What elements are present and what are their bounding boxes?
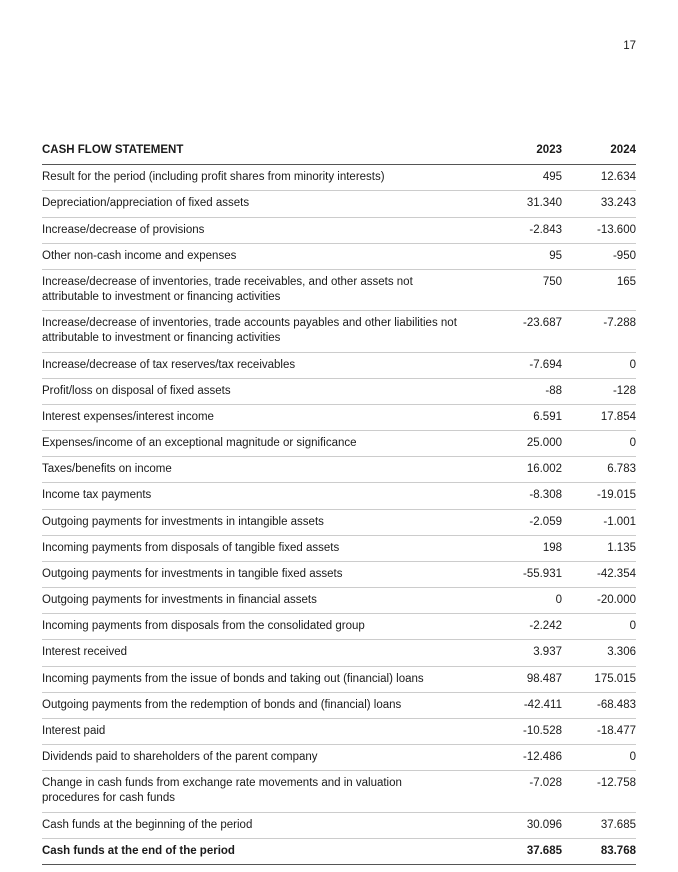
row-value-2023: 6.591	[472, 404, 562, 430]
table-row	[42, 269, 636, 310]
row-value-2023: -2.843	[472, 217, 562, 243]
table-row	[42, 165, 636, 191]
row-value-2023: -2.059	[472, 509, 562, 535]
row-label: Incoming payments from the issue of bonds and taking out (financial) loans	[42, 666, 472, 692]
table-row	[42, 378, 636, 404]
table-row	[42, 771, 636, 812]
row-value-2023: -7.694	[472, 352, 562, 378]
row-value-2024: -18.477	[562, 718, 636, 744]
row-value-2024: -1.001	[562, 509, 636, 535]
row-value-2024: -12.758	[562, 771, 636, 812]
row-label: Expenses/income of an exceptional magnitude or significance	[42, 431, 472, 457]
table-header-year-2024: 2024	[562, 138, 636, 165]
row-value-2023: 37.685	[472, 838, 562, 864]
row-value-2024: 0	[562, 745, 636, 771]
table-row	[42, 217, 636, 243]
row-value-2024: 6.783	[562, 457, 636, 483]
table-row	[42, 666, 636, 692]
row-value-2023: 198	[472, 535, 562, 561]
row-value-2023: 95	[472, 243, 562, 269]
row-label: Cash funds at the beginning of the period	[42, 812, 472, 838]
row-value-2023: 3.937	[472, 640, 562, 666]
row-label: Dividends paid to shareholders of the parent company	[42, 745, 472, 771]
page-number: 17	[623, 40, 636, 52]
table-row	[42, 838, 636, 864]
row-value-2024: 0	[562, 431, 636, 457]
row-value-2024: -128	[562, 378, 636, 404]
table-header-year-2023: 2023	[472, 138, 562, 165]
row-value-2024: 12.634	[562, 165, 636, 191]
row-value-2024: 165	[562, 269, 636, 310]
row-label: Income tax payments	[42, 483, 472, 509]
table-row	[42, 561, 636, 587]
row-value-2023: -42.411	[472, 692, 562, 718]
row-value-2024: -19.015	[562, 483, 636, 509]
row-value-2024: -7.288	[562, 311, 636, 352]
row-label: Interest paid	[42, 718, 472, 744]
row-value-2024: 83.768	[562, 838, 636, 864]
row-label: Change in cash funds from exchange rate movements and in valuation procedures for cash funds	[42, 771, 472, 812]
row-label: Increase/decrease of tax reserves/tax receivables	[42, 352, 472, 378]
row-value-2023: 16.002	[472, 457, 562, 483]
table-row	[42, 718, 636, 744]
row-value-2023: 31.340	[472, 191, 562, 217]
row-value-2024: 0	[562, 352, 636, 378]
row-value-2023: -10.528	[472, 718, 562, 744]
row-value-2023: 495	[472, 165, 562, 191]
row-value-2024: 175.015	[562, 666, 636, 692]
table-row	[42, 404, 636, 430]
row-value-2023: -2.242	[472, 614, 562, 640]
table-header-title: CASH FLOW STATEMENT	[42, 138, 472, 165]
table-row	[42, 483, 636, 509]
table-row	[42, 614, 636, 640]
cash-flow-statement-section	[42, 138, 636, 865]
table-row	[42, 745, 636, 771]
row-value-2023: -55.931	[472, 561, 562, 587]
row-value-2023: 750	[472, 269, 562, 310]
row-label: Outgoing payments for investments in financial assets	[42, 588, 472, 614]
row-label: Increase/decrease of inventories, trade receivables, and other assets not attributable to investment or financing activities	[42, 269, 472, 310]
table-row	[42, 191, 636, 217]
row-value-2024: -68.483	[562, 692, 636, 718]
row-value-2023: -88	[472, 378, 562, 404]
table-row	[42, 431, 636, 457]
row-value-2023: 30.096	[472, 812, 562, 838]
table-row	[42, 588, 636, 614]
cash-flow-table	[42, 138, 636, 865]
row-value-2024: 0	[562, 614, 636, 640]
row-value-2023: -8.308	[472, 483, 562, 509]
row-value-2024: 37.685	[562, 812, 636, 838]
row-label: Profit/loss on disposal of fixed assets	[42, 378, 472, 404]
table-row	[42, 640, 636, 666]
table-row	[42, 509, 636, 535]
row-label: Cash funds at the end of the period	[42, 838, 472, 864]
row-label: Other non-cash income and expenses	[42, 243, 472, 269]
row-label: Increase/decrease of inventories, trade accounts payables and other liabilities not attributable to investment or financing activities	[42, 311, 472, 352]
table-row	[42, 692, 636, 718]
row-value-2023: 0	[472, 588, 562, 614]
row-value-2024: -950	[562, 243, 636, 269]
row-value-2023: -7.028	[472, 771, 562, 812]
table-header-row	[42, 138, 636, 165]
row-value-2024: -42.354	[562, 561, 636, 587]
row-label: Incoming payments from disposals from the consolidated group	[42, 614, 472, 640]
row-value-2023: 25.000	[472, 431, 562, 457]
row-label: Result for the period (including profit shares from minority interests)	[42, 165, 472, 191]
row-value-2024: 3.306	[562, 640, 636, 666]
row-value-2023: -12.486	[472, 745, 562, 771]
table-row	[42, 352, 636, 378]
row-label: Taxes/benefits on income	[42, 457, 472, 483]
row-value-2023: 98.487	[472, 666, 562, 692]
row-label: Outgoing payments for investments in tangible fixed assets	[42, 561, 472, 587]
row-label: Depreciation/appreciation of fixed assets	[42, 191, 472, 217]
row-value-2024: 1.135	[562, 535, 636, 561]
table-row	[42, 457, 636, 483]
table-row	[42, 535, 636, 561]
table-row	[42, 243, 636, 269]
row-label: Interest expenses/interest income	[42, 404, 472, 430]
row-value-2024: -13.600	[562, 217, 636, 243]
row-value-2024: 33.243	[562, 191, 636, 217]
row-label: Outgoing payments from the redemption of bonds and (financial) loans	[42, 692, 472, 718]
table-body	[42, 165, 636, 865]
row-label: Incoming payments from disposals of tangible fixed assets	[42, 535, 472, 561]
row-value-2023: -23.687	[472, 311, 562, 352]
table-row	[42, 311, 636, 352]
row-value-2024: -20.000	[562, 588, 636, 614]
table-row	[42, 812, 636, 838]
row-label: Outgoing payments for investments in intangible assets	[42, 509, 472, 535]
row-label: Increase/decrease of provisions	[42, 217, 472, 243]
row-value-2024: 17.854	[562, 404, 636, 430]
row-label: Interest received	[42, 640, 472, 666]
